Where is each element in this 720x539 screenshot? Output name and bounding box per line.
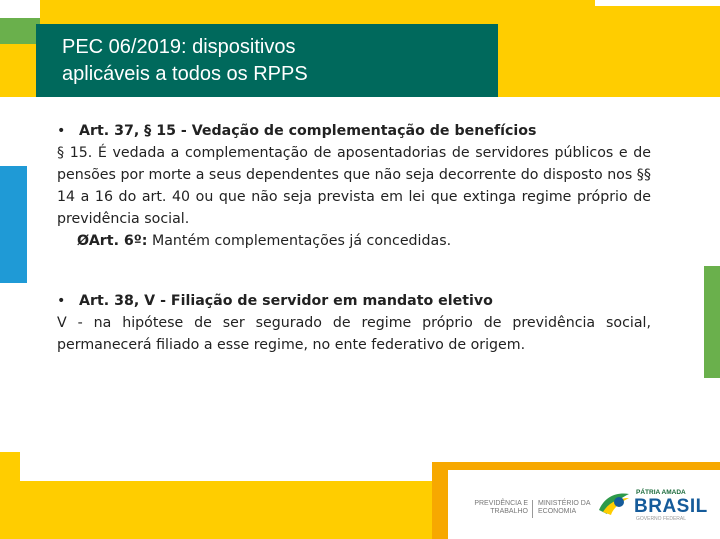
section2-heading: Art. 38, V - Filiação de servidor em mandato eletivo <box>79 293 493 309</box>
arrow-bullet-icon: Ø <box>77 233 89 249</box>
governo-federal-label: GOVERNO FEDERAL <box>636 516 687 522</box>
slide-content <box>57 120 651 356</box>
right-green-bar <box>704 266 720 378</box>
section1-heading: Art. 37, § 15 - Vedação de complementação de benefícios <box>79 123 537 139</box>
section2-heading-line <box>57 290 651 312</box>
slide-title <box>62 34 482 88</box>
left-blue-bar <box>0 166 27 283</box>
logo-divider <box>532 500 533 518</box>
section1-sub-item <box>57 230 651 252</box>
bullet: • <box>57 123 66 139</box>
patria-amada-label: PÁTRIA AMADA <box>636 489 686 496</box>
brasil-logo-text: BRASIL <box>634 496 708 517</box>
previdencia-line-2: TRABALHO <box>490 508 528 515</box>
bottom-left-yellow-block <box>0 452 20 539</box>
previdencia-logo <box>472 500 528 516</box>
ministerio-line-2: ECONOMIA <box>538 508 577 515</box>
ministerio-line-1: MINISTÉRIO DA <box>538 500 591 507</box>
sub-item-label: Art. 6º: <box>88 233 148 249</box>
title-line-1: PEC 06/2019: dispositivos <box>62 36 296 58</box>
ministerio-logo <box>538 500 596 516</box>
section2-paragraph: V - na hipótese de ser segurado de regime próprio de previdência social, permanecerá filiado a esse regime, no ente federativo de origem. <box>57 315 651 353</box>
spacer <box>57 252 651 290</box>
top-right-white-strip <box>595 0 720 6</box>
previdencia-line-1: PREVIDÊNCIA E <box>474 500 528 507</box>
title-line-2: aplicáveis a todos os RPPS <box>62 63 308 85</box>
section1-heading-line <box>57 120 651 142</box>
section1-paragraph: § 15. É vedada a complementação de aposentadorias de servidores públicos e de pensões por morte a seus dependentes que não seja decorrente do disposto nos §§ 14 a 16 do art. 40 ou que não seja prevista em lei que extinga regime próprio de previdência social. <box>57 145 651 227</box>
sub-item-text: Mantém complementações já concedidas. <box>147 233 452 249</box>
bullet: • <box>57 293 66 309</box>
top-left-white-block <box>0 0 40 18</box>
brazil-flag-icon <box>597 488 631 516</box>
